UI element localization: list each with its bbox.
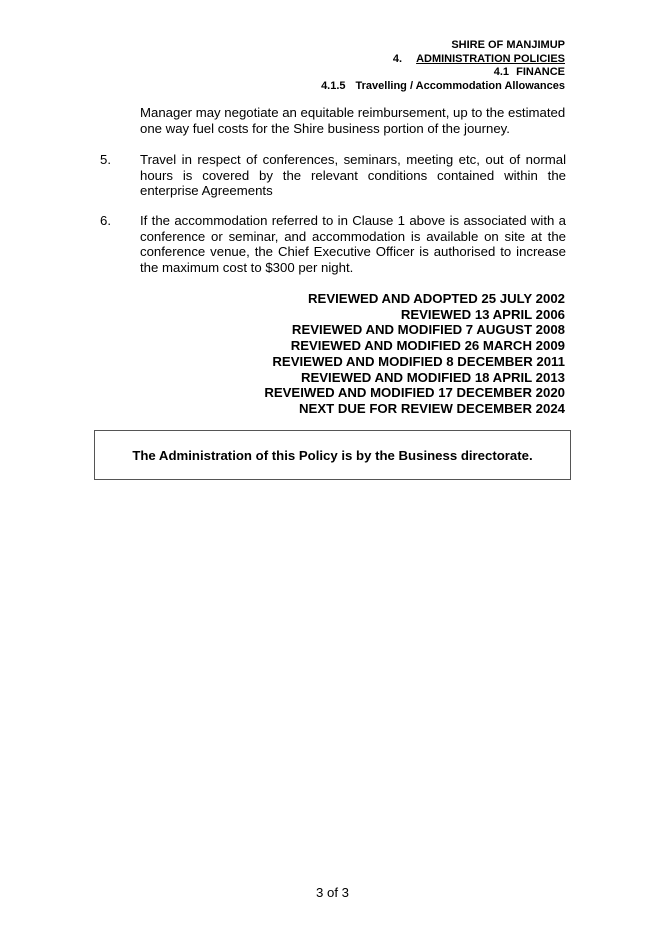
item-number: 6. [100, 213, 111, 228]
section-number: 4. [392, 52, 403, 65]
subsection-line [321, 66, 565, 80]
subsection-number: 4.1 [493, 66, 510, 78]
review-entry: REVIEWED AND ADOPTED 25 JULY 2002 [308, 291, 565, 306]
administration-note: The Administration of this Policy is by the Business directorate. [132, 447, 533, 463]
review-entry: REVIEWED AND MODIFIED 18 APRIL 2013 [300, 369, 565, 385]
review-entry: REVIEWED AND MODIFIED 8 DECEMBER 2011 [272, 353, 565, 369]
next-review-entry: NEXT DUE FOR REVIEW DECEMBER 2024 [299, 400, 565, 416]
review-history [264, 291, 565, 417]
subsection-title: FINANCE [516, 66, 565, 78]
policy-line [321, 80, 565, 94]
section-title: ADMINISTRATION POLICIES [416, 52, 565, 65]
item-text: Travel in respect of conferences, seminars, meeting etc, out of normal hours is covered by the relevant conditions contained within the enterprise Agreements [140, 152, 566, 199]
review-entry: REVIEWED 13 APRIL 2006 [400, 306, 565, 322]
document-header [321, 39, 565, 93]
org-name: SHIRE OF MANJIMUP [451, 39, 565, 51]
review-entry: REVIEWED AND MODIFIED 26 MARCH 2009 [290, 338, 565, 354]
item-number: 5. [100, 152, 111, 167]
review-entry: REVIEWED AND MODIFIED 7 AUGUST 2008 [291, 322, 565, 338]
section-line [321, 53, 565, 67]
continuation-paragraph: Manager may negotiate an equitable reimbursement, up to the estimated one way fuel costs for the Shire business portion of the journey. [140, 105, 566, 136]
policy-title: Travelling / Accommodation Allowances [355, 79, 565, 92]
review-entry: REVEIWED AND MODIFIED 17 DECEMBER 2020 [264, 385, 565, 401]
policy-number: 4.1.5 [321, 79, 346, 92]
page-number: 3 of 3 [316, 885, 349, 900]
item-text: If the accommodation referred to in Clause 1 above is associated with a conference or seminar, and accommodation is available on site at the conference venue, the Chief Executive Officer is authorised to increase the maximum cost to $300 per night. [140, 213, 566, 275]
administration-note-box [94, 430, 571, 480]
